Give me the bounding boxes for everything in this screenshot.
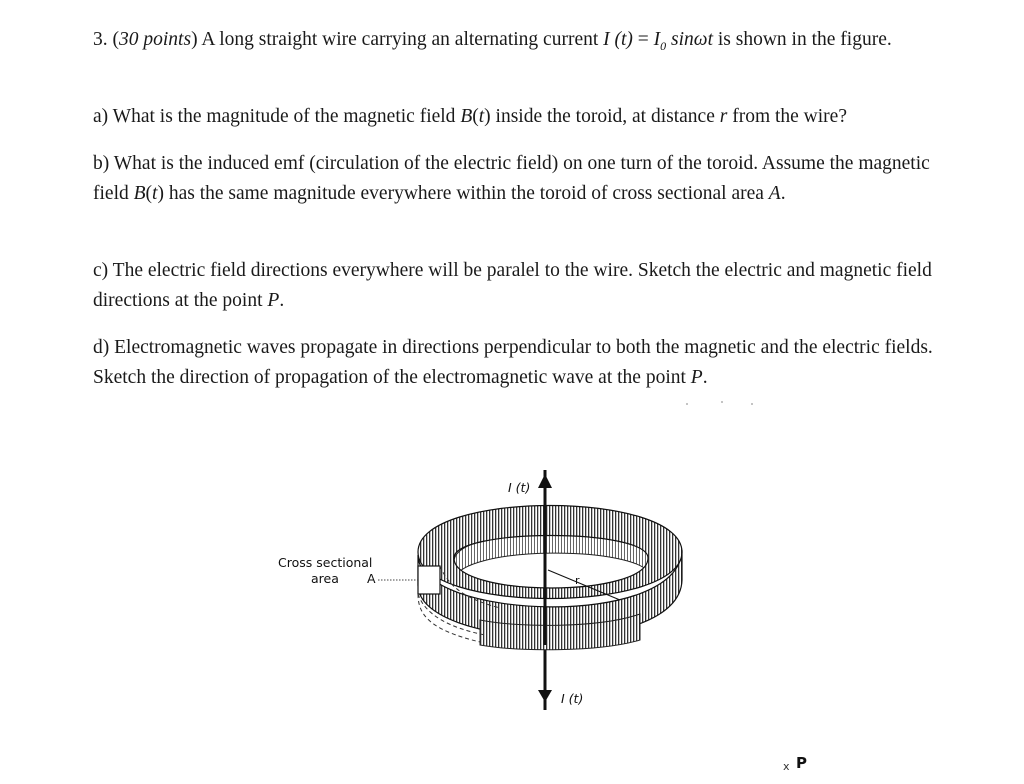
speck-3 — [751, 403, 753, 405]
intro-tail: is shown in the figure. — [717, 29, 892, 50]
current-lhs: I (t) — [603, 29, 633, 50]
current-i0: I — [653, 29, 661, 50]
part-a-t: t — [478, 106, 485, 127]
current-i0-sub: 0 — [660, 38, 667, 53]
part-b-B: B — [133, 182, 146, 204]
area-symbol-label: A — [367, 571, 376, 586]
cross-section-label-line2: area — [311, 571, 339, 586]
part-a-B: B — [460, 106, 473, 127]
part-d-P: P — [690, 366, 703, 388]
part-b-prefix: b) What is the induced emf (circulation of the electric field) on one turn of the toroid. Assume the magnetic field — [93, 153, 930, 204]
top-current-arrow — [538, 474, 552, 488]
current-func: sinωt — [671, 29, 713, 50]
intro-text: A long straight wire carrying an alternating current — [201, 29, 599, 50]
part-a-suffix: from the wire? — [732, 106, 847, 127]
part-a-r: r — [719, 106, 728, 127]
problem-number: 3. — [93, 29, 108, 50]
part-d-prefix: d) Electromagnetic waves propagate in directions perpendicular to both the magnetic and the electric fields. Sketch the direction of propagation of the electromagnetic wave at the point — [93, 337, 933, 388]
speck-1 — [686, 403, 688, 405]
part-a-middle: inside the toroid, at distance — [495, 106, 715, 127]
point-p-label: P — [796, 754, 807, 772]
part-a: a) What is the magnitude of the magnetic field B(t) inside the toroid, at distance r from the wire? — [93, 106, 847, 127]
problem-points: 30 points — [119, 29, 192, 50]
top-current-label: I (t) — [508, 480, 531, 495]
part-c: c) The electric field directions everywhere will be paralel to the wire. Sketch the electric and magnetic field directions at the point P. — [93, 260, 932, 311]
part-c-P: P — [267, 289, 280, 311]
part-b: b) What is the induced emf (circulation of the electric field) on one turn of the toroid. Assume the magnetic field B(t) has the same magnitude everywhere within the toroid of cross sectional area A. — [93, 153, 930, 204]
part-b-suffix: has the same magnitude everywhere within the toroid of cross sectional area — [168, 182, 764, 204]
part-c-prefix: c) The electric field directions everywhere will be paralel to the wire. Sketch the electric and magnetic field directions at the point — [93, 260, 932, 311]
cross-section-rect — [418, 566, 440, 594]
part-d: d) Electromagnetic waves propagate in directions perpendicular to both the magnetic and the electric fields. Sketch the direction of propagation of the electromagnetic wave at the point P. — [93, 337, 933, 388]
cross-section-label-line1: Cross sectional — [278, 555, 373, 570]
problem-intro: 3. (30 points) A long straight wire carrying an alternating current I $(t) = I_0$ sinωt is shown in the figure. — [93, 29, 892, 53]
bottom-current-arrow — [538, 690, 552, 702]
speck-2 — [721, 401, 723, 403]
bottom-current-label: I (t) — [561, 691, 584, 706]
part-a-prefix: a) What is the magnitude of the magnetic field — [93, 106, 456, 127]
current-eq: = — [637, 29, 649, 50]
part-b-t: t — [152, 182, 158, 204]
part-b-A: A — [768, 182, 781, 204]
point-p-marker: x — [783, 760, 790, 773]
radius-label: r — [575, 574, 580, 587]
